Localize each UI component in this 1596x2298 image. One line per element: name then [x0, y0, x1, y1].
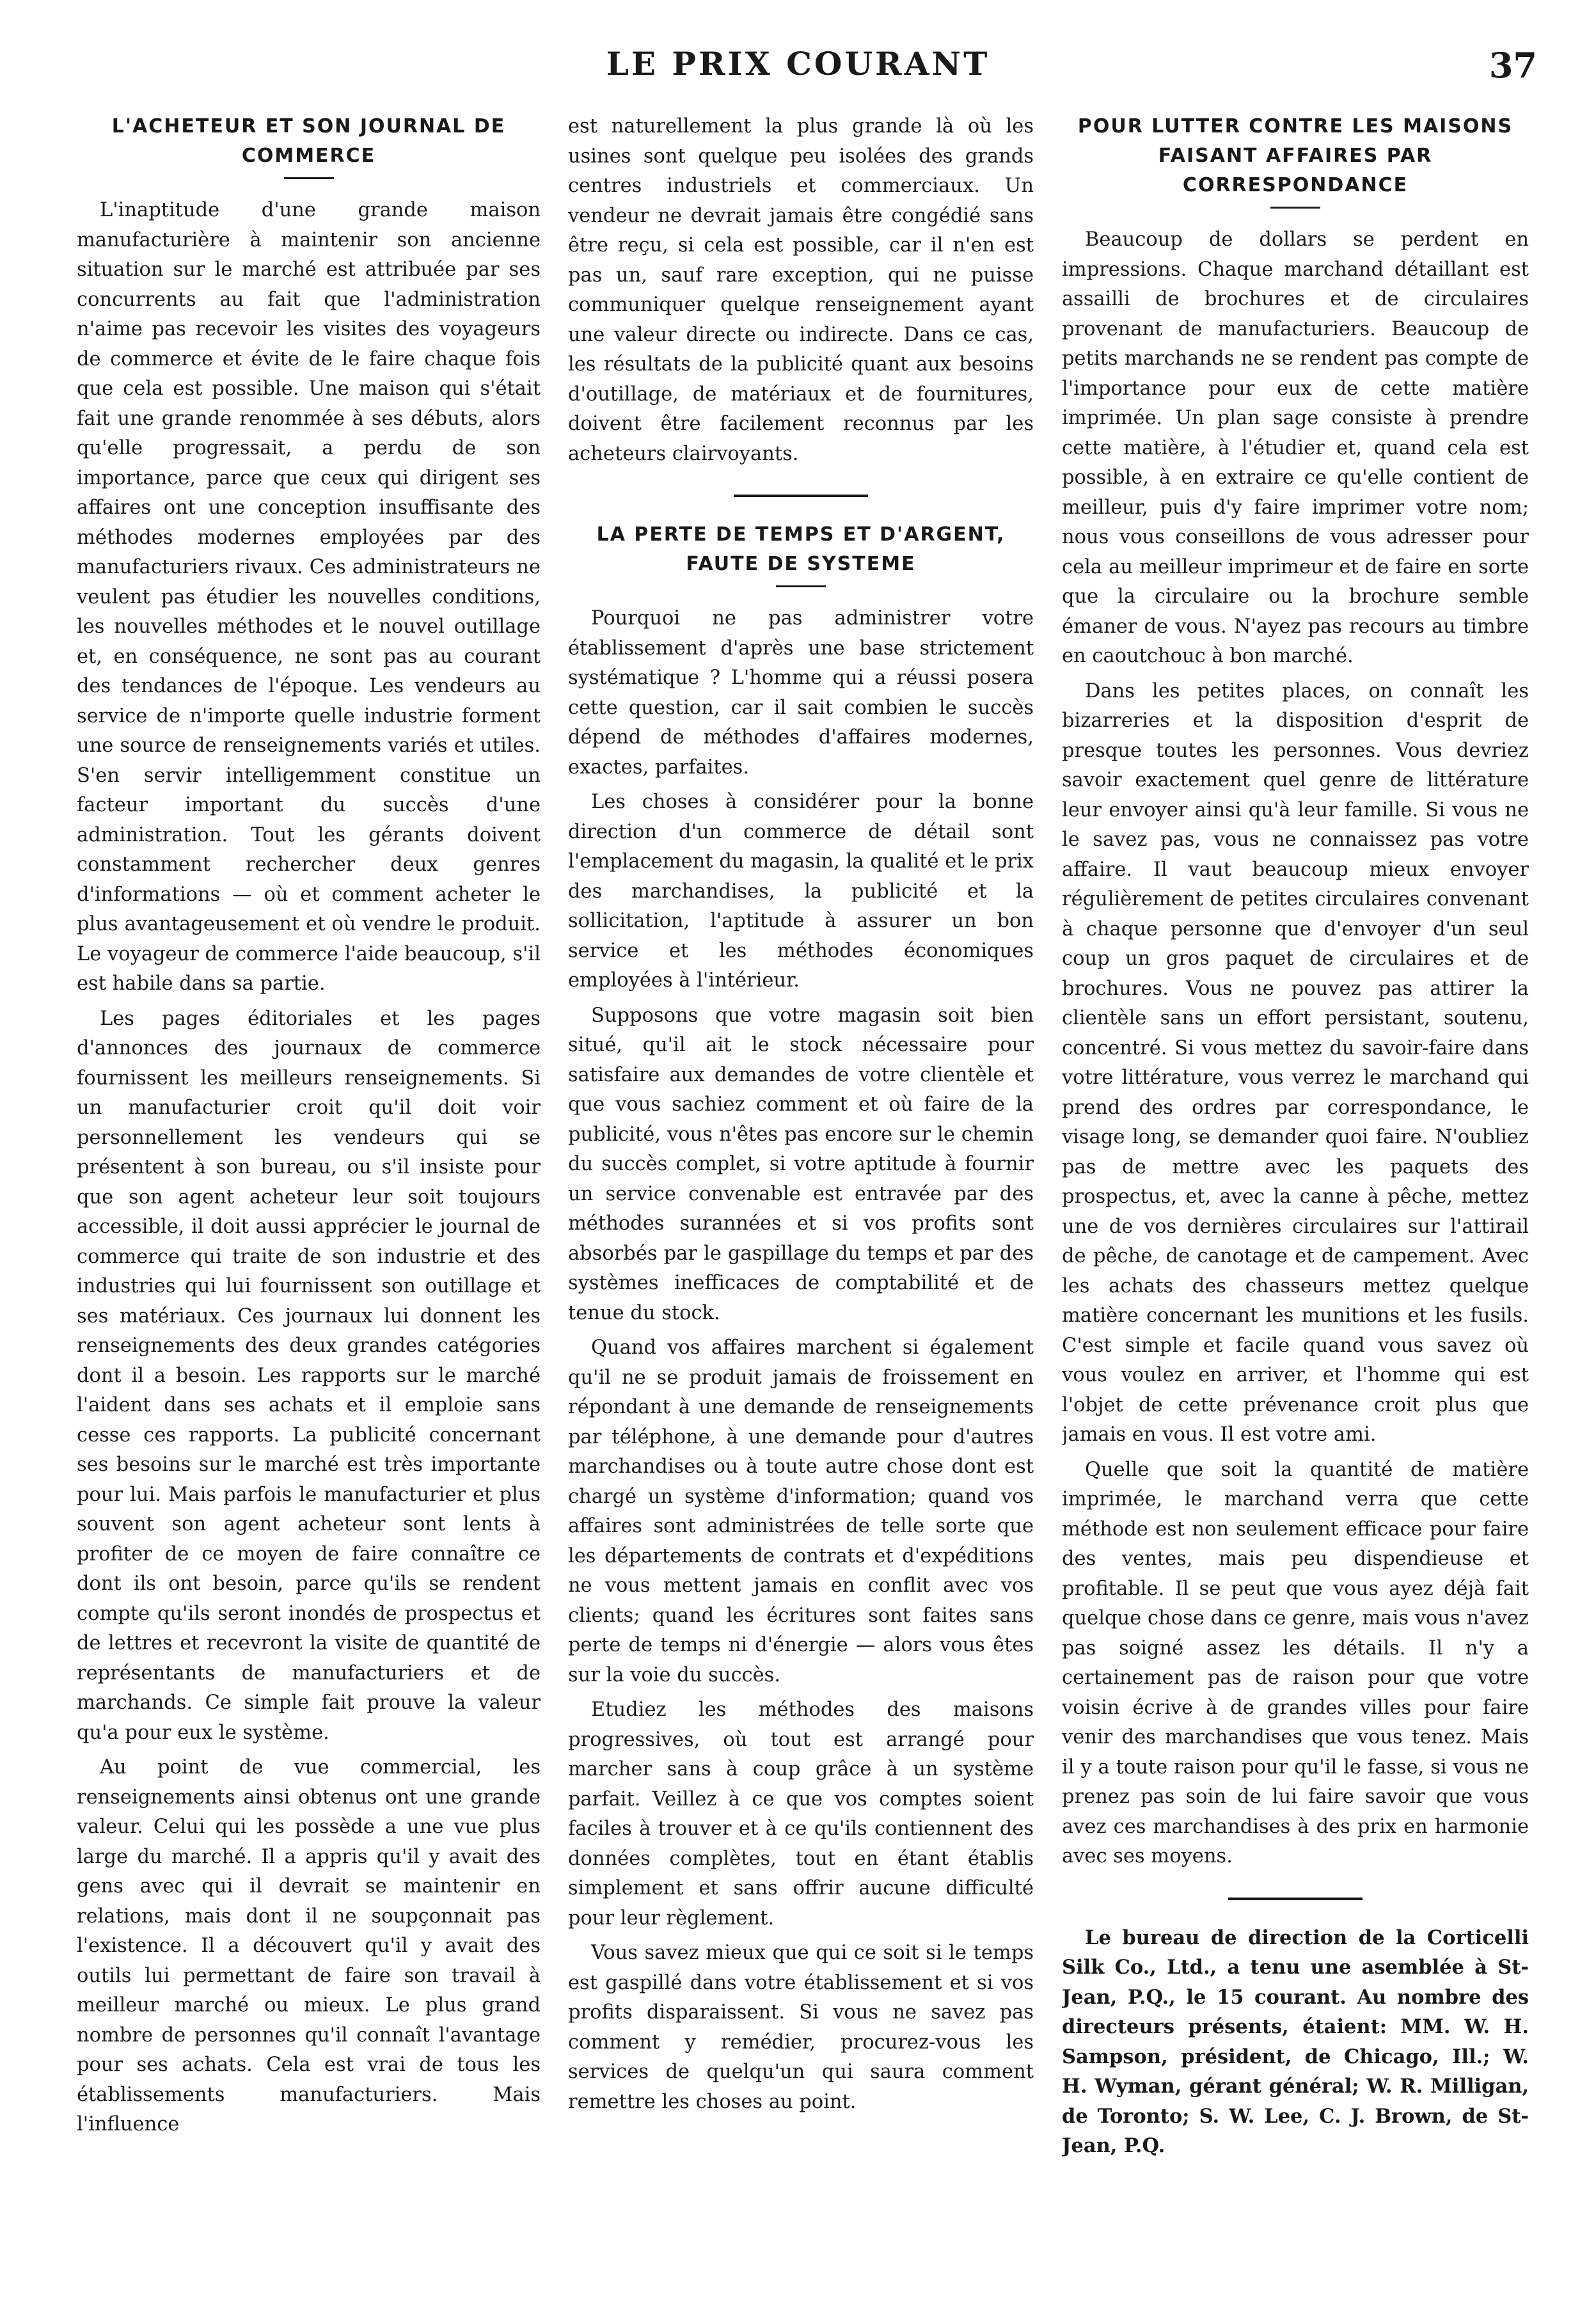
- paragraph: Quelle que soit la quantité de matière imprimée, le marchand verra que cette méthode est non seulement efficace pour faire des ventes, mais peu dispendieuse et profitable. Il se peut que vous ayez déjà fait quelque chose dans ce genre, mais vous n'avez pas soigné assez les détails. Il n'y a certainement pas de raison pour que votre voisin écrive à de grandes villes pour faire venir des marchandises que vous tenez. Mais il y a toute raison pour qu'il le fasse, si vous ne prenez pas soin de lui faire savoir que vous avez ces marchandises à des prix en harmonie avec ses moyens.: [1062, 1458, 1529, 1867]
- section-divider: [1228, 1898, 1363, 1900]
- paragraph: Les pages éditoriales et les pages d'annonces des journaux de commerce fournissent les meilleurs renseignements. Si un manufacturier croit qu'il doit voir personnellement les vendeurs qui se présentent à son bureau, ou s'il insiste pour que son agent acheteur leur soit toujours accessible, il doit aussi apprécier le journal de commerce qui traite de son industrie et des industries qui lui fournissent son outillage et ses matériaux. Ces journaux lui donnent les renseignements des deux grandes catégories dont il a besoin. Les rapports sur le marché l'aident dans ses achats et il emploie sans cesse ces rapports. La publicité concernant ses besoins sur le marché est très importante pour lui. Mais parfois le manufacturier et plus souvent son agent acheteur sont lents à profiter de ce moyen de faire connaître ce dont ils ont besoin, parce qu'ils se rendent compte qu'ils seront inondés de prospectus et de lettres et recevront la visite de quantité de représentants de manufacturiers et de marchands. Ce simple fait prouve la valeur qu'a pour eux le système.: [77, 1007, 541, 1744]
- paragraph: Beaucoup de dollars se perdent en impressions. Chaque marchand détaillant est assailli de brochures et de circulaires provenant de manufacturiers. Beaucoup de petits marchands ne se rendent pas compte de l'importance pour eux de cette matière imprimée. Un plan sage consiste à prendre cette matière, à l'étudier et, quand cela est possible, à en extraire ce qu'elle contient de meilleur, puis d'y faire imprimer votre nom; nous vous conseillons de vous adresser pour cela au meilleur imprimeur et de faire en sorte que la circulaire ou la brochure semble émaner de vous. N'ayez pas recours au timbre en caoutchouc à bon marché.: [1062, 228, 1529, 667]
- paragraph: Supposons que votre magasin soit bien situé, qu'il ait le stock nécessaire pour satisfaire aux demandes de votre clientèle et que vous sachiez comment et où faire de la publicité, vous n'êtes pas encore sur le chemin du succès complet, si votre aptitude à fournir un service convenable est entravée par des méthodes surannées et si vos profits sont absorbés par le gaspillage du temps et par des systèmes inefficaces de comptabilité et de tenue du stock.: [568, 1004, 1034, 1324]
- column-1: [77, 112, 541, 2268]
- corticelli-notice: Le bureau de direction de la Corticelli Silk Co., Ltd., a tenu une asemblée à St-Jean, P.Q., le 15 courant. Au nombre des directeurs présents, étaient: MM. W. H. Sampson, président, de Chicago, Ill.; W. H. Wyman, gérant général; W. R. Milligan, de Toronto; S. W. Lee, C. J. Brown, de St-Jean, P.Q.: [1062, 1926, 1529, 2157]
- article-title: LA PERTE DE TEMPS ET D'ARGENT, FAUTE DE SYSTEME: [596, 523, 1006, 575]
- paragraph: Quand vos affaires marchent si également qu'il ne se produit jamais de froissement en répondant à une demande de renseignements par téléphone, à une demande pour d'autres marchandises ou à toute autre chose dont est chargé un système d'information; quand vos affaires sont administrées de telle sorte que les départements de contrats et d'expéditions ne vous mettent jamais en conflit avec vos clients; quand les écritures sont faites sans perte de temps ni d'énergie — alors vous êtes sur la voie du succès.: [568, 1336, 1034, 1686]
- paragraph: Au point de vue commercial, les renseignements ainsi obtenus ont une grande valeur. Celui qui les possède a une vue plus large du marché. Il a appris qu'il y avait des gens avec qui il devrait se maintenir en relations, mais dont il ne soupçonnait pas l'existence. Il a découvert qu'il y avait des outils lui permettant de faire son travail à meilleur marché ou mieux. Le plus grand nombre de personnes qu'il connaît l'avantage pour ses achats. Cela est vrai de tous les établissements manufacturiers. Mais l'influence: [77, 1756, 541, 2136]
- section-divider: [734, 495, 868, 497]
- article-title: L'ACHETEUR ET SON JOURNAL DE COMMERCE: [111, 115, 506, 167]
- paragraph: Pourquoi ne pas administrer votre établissement d'après une base strictement systématique ? L'homme qui a réussi posera cette question, car il sait combien le succès dépend de méthodes d'affaires modernes, exactes, parfaites.: [568, 607, 1034, 779]
- journal-title: LE PRIX COURANT: [606, 45, 990, 83]
- paragraph: Dans les petites places, on connaît les bizarreries et la disposition d'esprit de presque toutes les personnes. Vous devriez savoir exactement quel genre de littérature leur envoyer ainsi qu'à leur famille. Si vous ne le savez pas, vous ne connaissez pas votre affaire. Il vaut beaucoup mieux envoyer régulièrement de petites circulaires convenant à chaque personne que d'envoyer d'un seul coup un gros paquet de circulaires et de brochures. Vous ne pouvez pas attirer la clientèle sans un effort persistant, soutenu, concentré. Si vous mettez du savoir-faire dans votre littérature, vous verrez le marchand qui prend des ordres par correspondance, le visage long, se demander quoi faire. N'oubliez pas de mettre avec les paquets des prospectus, et, avec la canne à pêche, mettez une de vos dernières circulaires sur l'attirail de pêche, de canotage et de campement. Avec les achats des chasseurs mettez quelque matière concernant les munitions et les fusils. C'est simple et facile quand vous savez où vous voulez en arriver, et l'homme qui est l'objet de cette prévenance croit plus que jamais en vous. Il est votre ami.: [1062, 679, 1529, 1446]
- title-rule: [284, 177, 334, 179]
- paragraph: L'inaptitude d'une grande maison manufacturière à maintenir son ancienne situation sur le marché est attribuée par ses concurrents au fait que l'administration n'aime pas recevoir les visites des voyageurs de commerce et évite de le faire chaque fois que cela est possible. Une maison qui s'était fait une grande renommée à ses débuts, alors qu'elle progressait, a perdu de son importance, parce que ceux qui dirigent ses affaires ont une conception insuffisante des méthodes modernes employées par des manufacturiers rivaux. Ces administrateurs ne veulent pas étudier les nouvelles conditions, les nouvelles méthodes et le nouvel outillage et, en conséquence, ne sont pas au courant des tendances de l'époque. Les vendeurs au service de n'importe quelle industrie forment une source de renseignements variés et utiles. S'en servir intelligemment constitue un facteur important du succès d'une administration. Tout les gérants doivent constamment rechercher deux genres d'informations — où et comment acheter le plus avantageusement et où vendre le produit. Le voyageur de commerce l'aide beaucoup, s'il est habile dans sa partie.: [77, 199, 541, 995]
- paragraph: Vous savez mieux que qui ce soit si le temps est gaspillé dans votre établissement et si vos profits disparaissent. Si vous ne savez pas comment y remédier, procurez-vous les services de quelqu'un qui saura comment remettre les choses au point.: [568, 1942, 1034, 2113]
- paragraph-continued: est naturellement la plus grande là où les usines sont quelque peu isolées des grands centres industriels et commerciaux. Un vendeur ne devrait jamais être congédié sans être reçu, si cela est possible, car il n'en est pas un, sauf rare exception, qui ne puisse communiquer quelque renseignement ayant une valeur directe ou indirecte. Dans ce cas, les résultats de la publicité quant aux besoins d'outillage, de matériaux et de fournitures, doivent être facilement reconnus par les acheteurs clairvoyants.: [568, 115, 1034, 465]
- page-header: [0, 45, 1596, 96]
- paragraph: Etudiez les méthodes des maisons progressives, où tout est arrangé pour marcher sans à coup grâce à un système parfait. Veillez à ce que vos comptes soient faciles à trouver et à ce qu'ils contiennent des données complètes, tout en étant établis simplement et sans offrir aucune difficulté pour leur règlement.: [568, 1699, 1034, 1930]
- article-title: POUR LUTTER CONTRE LES MAISONS FAISANT AFFAIRES PAR CORRESPONDANCE: [1077, 115, 1513, 196]
- column-2: [568, 112, 1034, 2268]
- page-number: 37: [1489, 45, 1537, 86]
- title-rule: [1270, 207, 1320, 209]
- column-3: [1062, 112, 1529, 2268]
- title-rule: [776, 585, 826, 587]
- paragraph: Les choses à considérer pour la bonne direction d'un commerce de détail sont l'emplacement du magasin, la qualité et le prix des marchandises, la publicité et la sollicitation, l'aptitude à assurer un bon service et les méthodes économiques employées à l'intérieur.: [568, 791, 1034, 992]
